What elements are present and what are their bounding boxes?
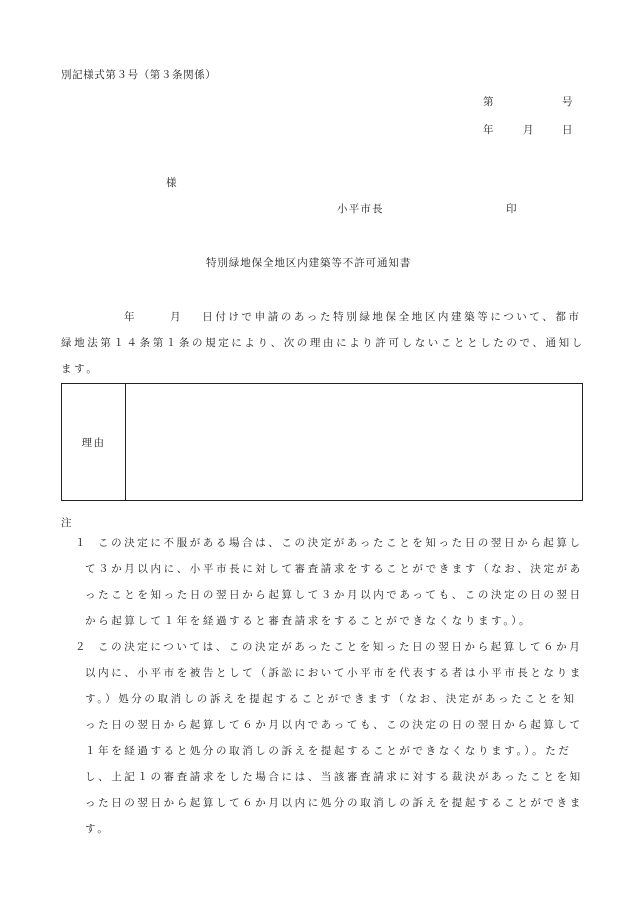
body-line: 緑地法第１４条第１条の規定により、次の理由により許可しないこととしたので、通知し <box>61 337 585 349</box>
issuer-name: 小平市長 <box>337 203 384 215</box>
note-line: ったことを知った日の翌日から起算して３か月以内であっても、この決定の日の翌日 <box>85 589 583 601</box>
form-number: 別記様式第３号（第３条関係） <box>61 69 217 81</box>
date-year-label: 年 <box>483 124 494 136</box>
document-number-suffix: 号 <box>562 96 573 108</box>
date-month-label: 月 <box>523 124 534 136</box>
seal-mark: 印 <box>506 203 517 215</box>
notes-list <box>61 530 591 842</box>
body-line <box>61 304 587 330</box>
note-line: この決定については、この決定があったことを知った日の翌日から起算して６か月 <box>98 641 583 653</box>
note-line: す。）処分の取消しの訴えを提起することができます（なお、決定があったことを知 <box>85 693 577 705</box>
body-text: 日付けで申請のあった特別緑地保全地区内建築等について、都市 <box>202 311 582 323</box>
notes-heading: 注 <box>61 517 72 529</box>
note-item <box>61 634 591 842</box>
document-title: 特別緑地保全地区内建築等不許可通知書 <box>206 257 412 269</box>
note-line: １年を経過すると処分の取消しの訴えを提起することができなくなります。）。ただ <box>85 745 572 757</box>
document-number-prefix: 第 <box>483 96 494 108</box>
reason-content-field[interactable] <box>126 384 582 500</box>
body-year-label: 年 <box>124 311 138 323</box>
note-number: １ <box>75 537 89 549</box>
notice-body <box>61 304 587 382</box>
body-month-label: 月 <box>170 311 184 323</box>
note-line: て３か月以内に、小平市長に対して審査請求をすることができます（なお、決定があ <box>85 563 583 575</box>
note-line: 以内に、小平市を被告として（訴訟において小平市を代表する者は小平市長となりま <box>85 667 583 679</box>
reason-table <box>61 383 583 501</box>
note-item <box>61 530 591 634</box>
reason-label: 理由 <box>62 384 126 500</box>
note-line: し、上記１の審査請求をした場合には、当該審査請求に対する裁決があったことを知 <box>85 771 583 783</box>
note-line: った日の翌日から起算して６か月以内に処分の取消しの訴えを提起することができま <box>85 797 583 809</box>
note-line: この決定に不服がある場合は、この決定があったことを知った日の翌日から起算し <box>98 537 583 549</box>
note-number: ２ <box>75 641 89 653</box>
body-line: ます。 <box>61 363 100 375</box>
note-line: った日の翌日から起算して６か月以内であっても、この決定の日の翌日から起算して <box>85 719 583 731</box>
date-day-label: 日 <box>562 124 573 136</box>
note-line: から起算して１年を経過すると審査請求をすることができなくなります。）。 <box>85 615 533 627</box>
note-line: す。 <box>85 823 111 835</box>
addressee-honorific: 様 <box>166 177 177 189</box>
